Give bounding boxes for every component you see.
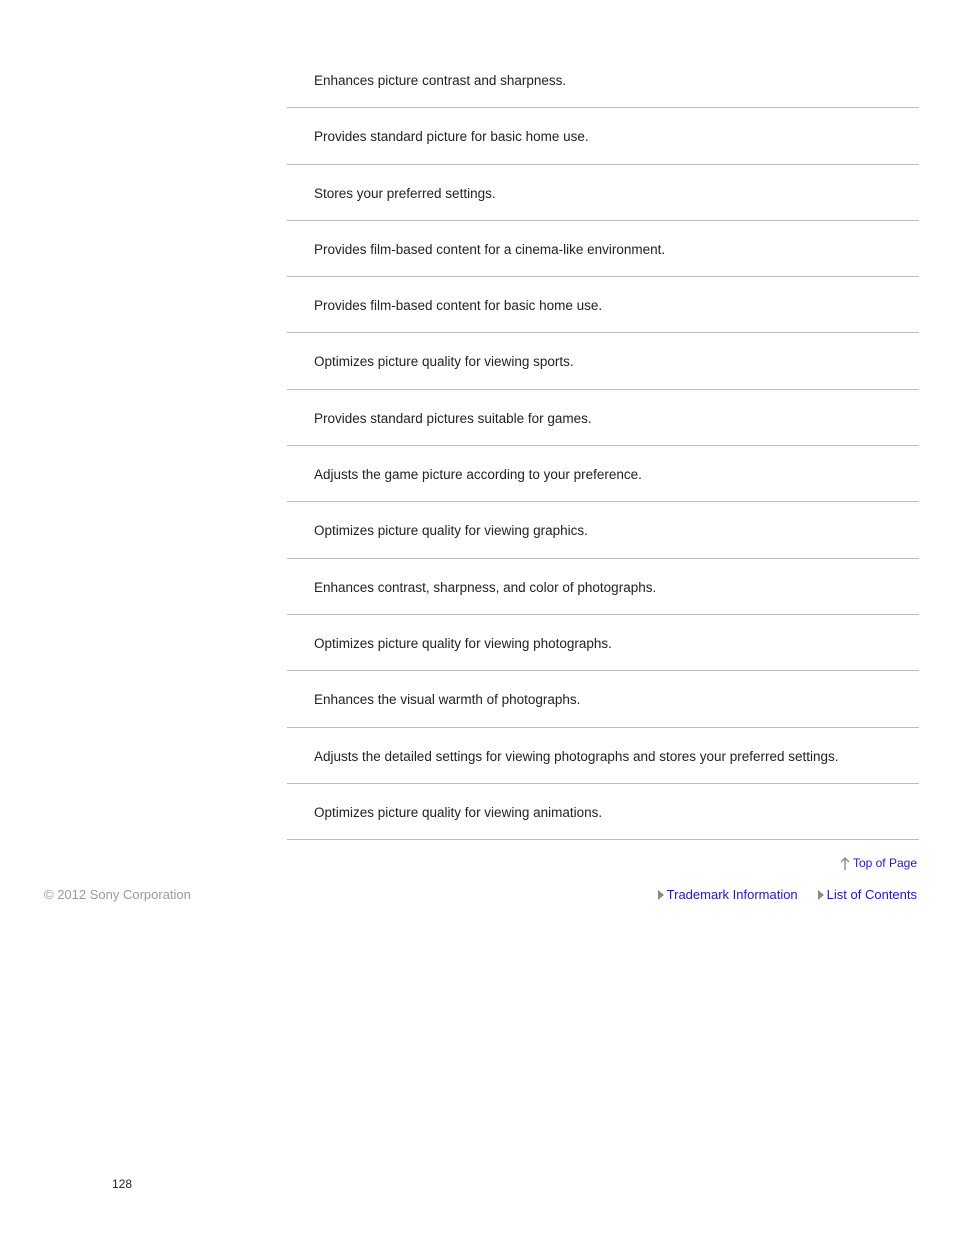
description-text: Optimizes picture quality for viewing photographs.	[314, 635, 612, 651]
list-item	[287, 165, 919, 221]
description-text: Optimizes picture quality for viewing sports.	[314, 354, 574, 370]
list-item	[287, 559, 919, 615]
top-of-page-label: Top of Page	[852, 856, 917, 870]
description-text: Stores your preferred settings.	[314, 185, 496, 201]
description-text: Provides standard picture for basic home use.	[314, 129, 589, 145]
triangle-right-icon	[658, 890, 664, 900]
top-of-page-link[interactable]	[840, 856, 917, 870]
description-text: Enhances contrast, sharpness, and color of photographs.	[314, 579, 657, 595]
list-item	[287, 108, 919, 164]
description-text: Optimizes picture quality for viewing graphics.	[314, 523, 588, 539]
trademark-information-label: Trademark Information	[666, 887, 798, 902]
description-text: Enhances the visual warmth of photographs.	[314, 692, 581, 708]
list-item	[287, 333, 919, 389]
list-item	[287, 390, 919, 446]
description-text: Provides film-based content for basic home use.	[314, 298, 603, 314]
list-item	[287, 52, 919, 108]
list-item	[287, 728, 919, 784]
list-of-contents-label: List of Contents	[826, 887, 917, 902]
list-item	[287, 221, 919, 277]
description-text: Optimizes picture quality for viewing animations.	[314, 804, 603, 820]
description-text: Adjusts the detailed settings for viewing photographs and stores your preferred settings.	[314, 748, 839, 764]
list-item	[287, 446, 919, 502]
trademark-information-link[interactable]	[658, 887, 798, 903]
list-item	[287, 784, 919, 840]
list-of-contents-link[interactable]	[818, 887, 917, 903]
description-text: Adjusts the game picture according to your preference.	[314, 467, 642, 483]
triangle-right-icon	[818, 890, 824, 900]
description-text: Provides standard pictures suitable for games.	[314, 410, 592, 426]
list-item	[287, 615, 919, 671]
description-text: Provides film-based content for a cinema-like environment.	[314, 241, 666, 257]
page-number: 128	[112, 1177, 133, 1191]
copyright-text: © 2012 Sony Corporation	[44, 887, 191, 902]
arrow-up-icon	[840, 856, 850, 870]
list-item	[287, 671, 919, 727]
list-item	[287, 502, 919, 558]
list-item	[287, 277, 919, 333]
footer-links	[658, 887, 917, 903]
description-list	[287, 52, 919, 840]
description-text: Enhances picture contrast and sharpness.	[314, 73, 567, 88]
